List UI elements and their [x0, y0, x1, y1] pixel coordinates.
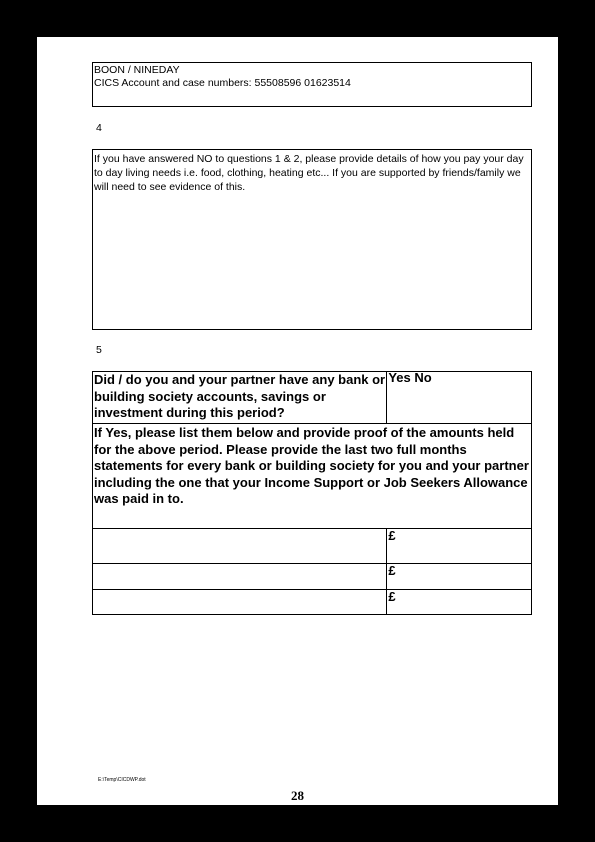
question-5-text: Did / do you and your partner have any bank or building society accounts, savings or investment during this period? — [93, 372, 387, 424]
document-page — [37, 37, 558, 805]
question-4-text: If you have answered NO to questions 1 & 2, please provide details of how you pay your day to day living needs i.e. food, clothing, heating etc... If you are supported by friends/family we will need to see evidence of this. — [94, 153, 524, 193]
case-header-box — [92, 62, 532, 107]
claimant-name: BOON / NINEDAY — [94, 64, 180, 76]
question-number-4: 4 — [96, 122, 102, 134]
account-case-numbers: CICS Account and case numbers: 55508596 01623514 — [94, 77, 351, 89]
question-number-5: 5 — [96, 344, 102, 356]
template-file-path: E:\Temp\CICDWP.dot — [98, 777, 146, 783]
page-number: 28 — [291, 788, 304, 803]
amount-cell[interactable]: £ — [387, 564, 532, 590]
amount-cell[interactable]: £ — [387, 529, 532, 564]
account-name-cell[interactable] — [93, 529, 387, 564]
amount-cell[interactable]: £ — [387, 590, 532, 615]
yes-no-answer[interactable]: Yes No — [387, 372, 532, 424]
question-5-table — [92, 371, 532, 615]
question-4-box[interactable] — [92, 149, 532, 330]
question-5-instructions: If Yes, please list them below and provide proof of the amounts held for the above period. Please provide the last two full months statements for every bank or building society for you and your partner including the one that your Income Support or Job Seekers Allowance was paid in to. — [93, 424, 532, 529]
account-name-cell[interactable] — [93, 590, 387, 615]
account-name-cell[interactable] — [93, 564, 387, 590]
